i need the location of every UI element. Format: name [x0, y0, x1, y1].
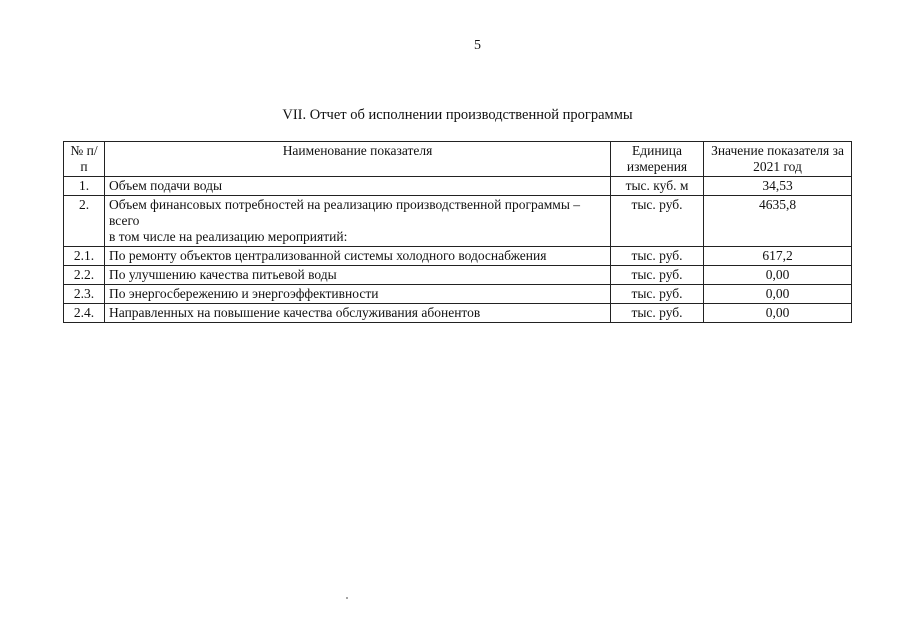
- header-value: Значение показателя за 2021 год: [704, 142, 852, 177]
- row-name: Направленных на повышение качества обслуживания абонентов: [105, 304, 611, 323]
- row-name: Объем подачи воды: [105, 177, 611, 196]
- row-unit: тыс. руб.: [611, 285, 704, 304]
- table-row: [64, 247, 852, 266]
- section-title: VII. Отчет об исполнении производственной программы: [282, 107, 633, 123]
- row-name: По энергосбережению и энергоэффективности: [105, 285, 611, 304]
- row-value: 0,00: [704, 285, 852, 304]
- table-row: [64, 266, 852, 285]
- row-num: 2.4.: [64, 304, 105, 323]
- table-header-row: [64, 142, 852, 177]
- row-name: Объем финансовых потребностей на реализацию производственной программы – всего в том числе на реализацию мероприятий:: [105, 196, 611, 247]
- row-unit: тыс. куб. м: [611, 177, 704, 196]
- table-row: [64, 304, 852, 323]
- row-name: По улучшению качества питьевой воды: [105, 266, 611, 285]
- row-unit: тыс. руб.: [611, 196, 704, 247]
- row-num: 2.1.: [64, 247, 105, 266]
- row-unit: тыс. руб.: [611, 266, 704, 285]
- row-num: 2.2.: [64, 266, 105, 285]
- row-value: 4635,8: [704, 196, 852, 247]
- row-value: 34,53: [704, 177, 852, 196]
- header-name: Наименование показателя: [105, 142, 611, 177]
- table-row: [64, 196, 852, 247]
- table-row: [64, 177, 852, 196]
- row-num: 2.: [64, 196, 105, 247]
- row-unit: тыс. руб.: [611, 247, 704, 266]
- row-name: По ремонту объектов централизованной системы холодного водоснабжения: [105, 247, 611, 266]
- page-number: 5: [474, 38, 481, 53]
- row-unit: тыс. руб.: [611, 304, 704, 323]
- row-value: 617,2: [704, 247, 852, 266]
- scan-speck: [346, 597, 348, 599]
- row-value: 0,00: [704, 304, 852, 323]
- row-num: 1.: [64, 177, 105, 196]
- row-value: 0,00: [704, 266, 852, 285]
- header-unit: Единица измерения: [611, 142, 704, 177]
- header-num: № п/п: [64, 142, 105, 177]
- report-table: [63, 141, 852, 323]
- row-num: 2.3.: [64, 285, 105, 304]
- table-row: [64, 285, 852, 304]
